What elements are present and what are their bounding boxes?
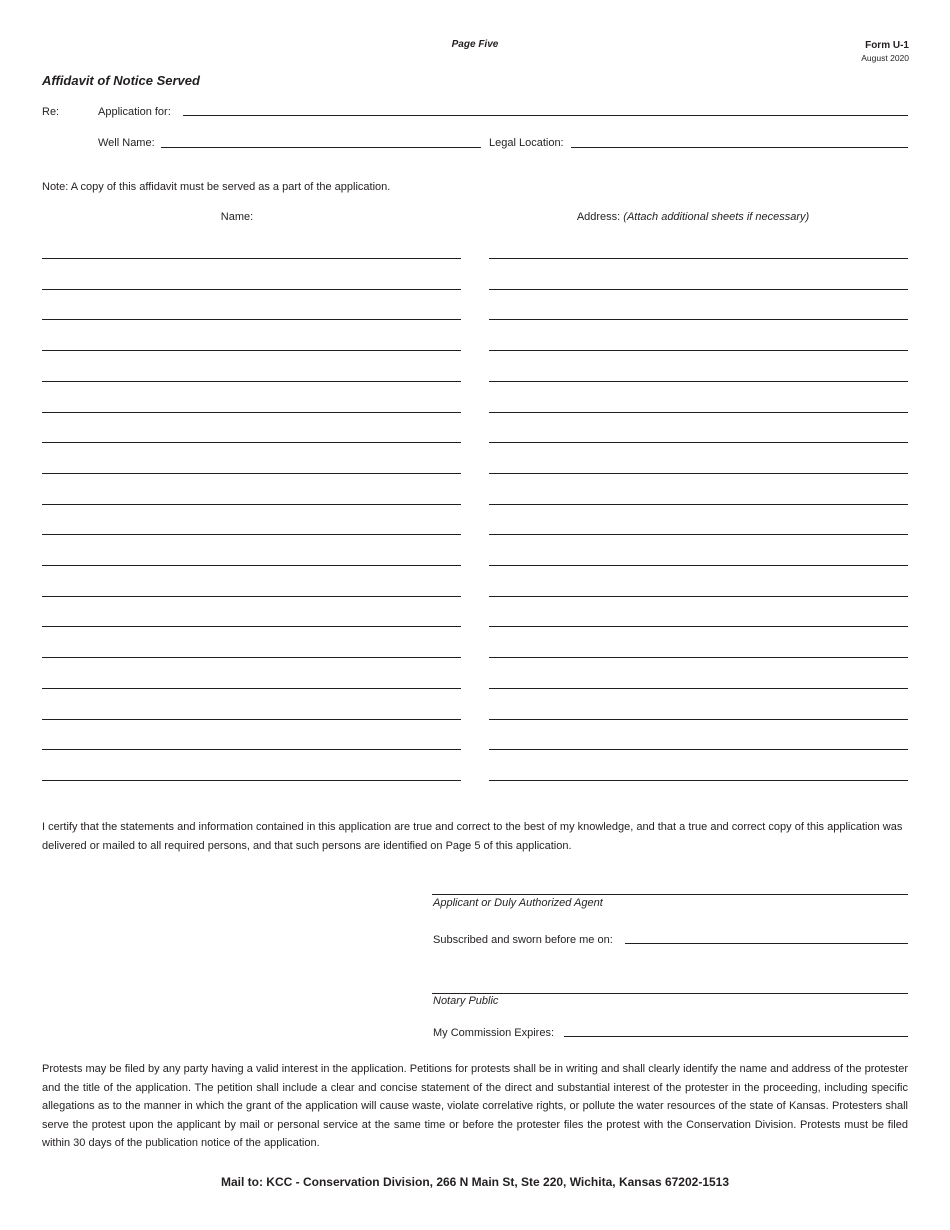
address-entry-line[interactable] <box>489 319 908 320</box>
applicant-signature-line[interactable] <box>432 894 908 895</box>
mail-to-address: Mail to: KCC - Conservation Division, 266 N Main St, Ste 220, Wichita, Kansas 67202-1513 <box>220 1175 730 1189</box>
name-entry-line[interactable] <box>42 565 461 566</box>
name-entry-line[interactable] <box>42 504 461 505</box>
address-entry-line[interactable] <box>489 504 908 505</box>
address-entry-line[interactable] <box>489 749 908 750</box>
legal-location-input[interactable] <box>571 135 908 148</box>
legal-location-label: Legal Location: <box>489 137 564 149</box>
name-entry-line[interactable] <box>42 350 461 351</box>
name-entry-line[interactable] <box>42 319 461 320</box>
well-name-input[interactable] <box>161 135 481 148</box>
well-name-label: Well Name: <box>98 137 155 149</box>
subscribed-label: Subscribed and sworn before me on: <box>433 934 613 946</box>
name-entry-line[interactable] <box>42 749 461 750</box>
name-entry-line[interactable] <box>42 381 461 382</box>
notary-caption: Notary Public <box>433 995 499 1007</box>
application-for-label: Application for: <box>98 106 171 118</box>
address-entry-line[interactable] <box>489 350 908 351</box>
notary-signature-line[interactable] <box>432 993 908 994</box>
address-entry-line[interactable] <box>489 258 908 259</box>
re-label: Re: <box>42 106 60 118</box>
address-entry-line[interactable] <box>489 657 908 658</box>
address-column-header <box>489 211 897 223</box>
application-for-input[interactable] <box>183 103 908 116</box>
name-entry-line[interactable] <box>42 596 461 597</box>
name-entry-line[interactable] <box>42 258 461 259</box>
address-entry-line[interactable] <box>489 719 908 720</box>
certification-statement: I certify that the statements and information contained in this application are true and correct to the best of my knowledge, and that a true and correct copy of this application was delivered or mailed to all required persons, and that such persons are identified on Page 5 of this application. <box>42 821 903 852</box>
name-entry-line[interactable] <box>42 442 461 443</box>
form-date: August 2020 <box>861 53 909 63</box>
name-entry-line[interactable] <box>42 473 461 474</box>
name-entry-line[interactable] <box>42 412 461 413</box>
subscribed-date-input[interactable] <box>625 931 908 944</box>
address-entry-line[interactable] <box>489 473 908 474</box>
address-entry-line[interactable] <box>489 289 908 290</box>
form-id: Form U-1 <box>865 40 909 51</box>
address-entry-line[interactable] <box>489 534 908 535</box>
commission-expires-input[interactable] <box>564 1024 908 1037</box>
protest-instructions: Protests may be filed by any party having a valid interest in the application. Petitions for protests shall be in writing and shall clearly identify the name and address of the protester and the title of the application. The petition shall include a clear and concise statement of the direct and substantial interest of the protester in the proceeding, including specific allegations as to the manner in which the grant of the application will cause waste, violate correlative rights, or pollute the water resources of the state of Kansas. Protesters shall serve the protest upon the applicant by mail or personal service at the same time or before the protester files the protest with the Conservation Division. Protests must be filed within 30 days of the publication notice of the application. <box>42 1063 908 1150</box>
address-entry-line[interactable] <box>489 412 908 413</box>
name-entry-line[interactable] <box>42 534 461 535</box>
name-entry-line[interactable] <box>42 688 461 689</box>
address-entry-line[interactable] <box>489 565 908 566</box>
name-entry-line[interactable] <box>42 289 461 290</box>
commission-label: My Commission Expires: <box>433 1027 555 1039</box>
address-entry-line[interactable] <box>489 381 908 382</box>
section-title: Affidavit of Notice Served <box>42 73 200 88</box>
address-header-hint: (Attach additional sheets if necessary) <box>623 211 810 223</box>
name-entry-line[interactable] <box>42 719 461 720</box>
name-column-header: Name: <box>220 211 254 223</box>
note-text: Note: A copy of this affidavit must be served as a part of the application. <box>42 181 391 193</box>
address-header-label: Address: <box>576 211 621 223</box>
name-entry-line[interactable] <box>42 780 461 781</box>
applicant-caption: Applicant or Duly Authorized Agent <box>433 897 603 909</box>
address-entry-line[interactable] <box>489 626 908 627</box>
name-entry-line[interactable] <box>42 657 461 658</box>
page-label: Page Five <box>451 39 499 50</box>
address-entry-line[interactable] <box>489 780 908 781</box>
address-entry-line[interactable] <box>489 596 908 597</box>
address-entry-line[interactable] <box>489 688 908 689</box>
name-entry-line[interactable] <box>42 626 461 627</box>
address-entry-line[interactable] <box>489 442 908 443</box>
